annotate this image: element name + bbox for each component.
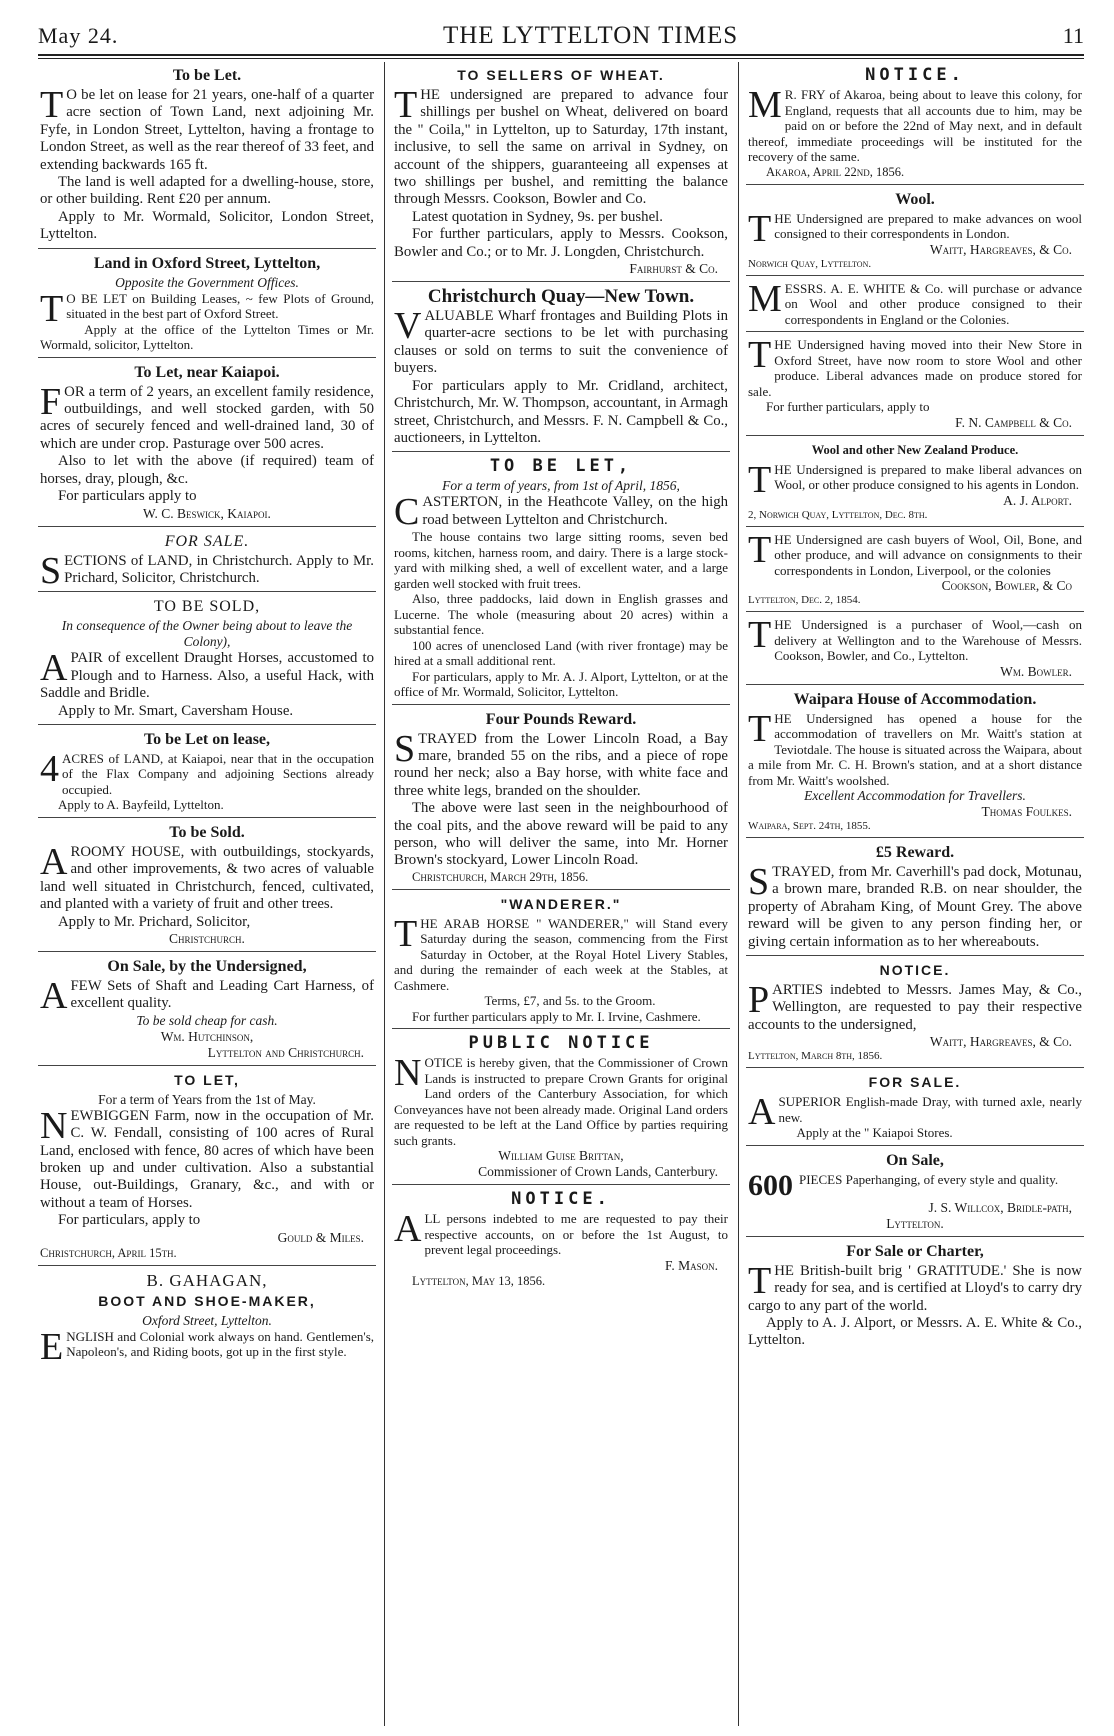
- advert-signature: Christchurch.: [169, 930, 245, 946]
- advert-body: Apply to Mr. Smart, Caversham House.: [58, 702, 294, 719]
- advert-heading: Waipara House of Accommodation.: [793, 690, 1037, 708]
- advert-waipara-house: [746, 690, 1084, 839]
- advert-body: THE Undersigned is prepared to make liberal advances on Wool, or other produce consigned to his agents in London.: [748, 458, 1082, 501]
- column-right: [746, 64, 1084, 1724]
- advert-heading: To be Sold.: [169, 823, 245, 841]
- advert-signature: Wm. Bowler.: [1000, 663, 1072, 679]
- advert-heading: To Let, near Kaiapoi.: [134, 363, 280, 381]
- advert-heading: For Sale or Charter,: [846, 1242, 984, 1260]
- advert-signature: Wm. Hutchinson,: [160, 1028, 254, 1044]
- advert-signature: Commissioner of Crown Lands, Canterbury.: [478, 1164, 718, 1180]
- advert-wool: [746, 190, 1084, 276]
- advert-body: The above were last seen in the neighbourhood of the coal pits, and the above reward will be paid to any person, who will deliver the same, into Mr. Horner Brown's stockyard, Lower Lincoln Road.: [394, 800, 728, 869]
- advert-casterton: [392, 457, 730, 704]
- advert-harness-sale: [38, 957, 376, 1066]
- masthead-rule-thin: [38, 58, 1084, 59]
- advert-public-notice: [392, 1034, 730, 1185]
- page-number: 11: [1062, 23, 1084, 48]
- advert-heading: To be Let on lease,: [143, 730, 271, 748]
- advert-subheading: For a term of Years from the 1st of May.: [98, 1091, 316, 1107]
- advert-body: AFEW Sets of Shaft and Leading Cart Harness, of excellent quality.: [40, 974, 374, 1017]
- advert-heading: NOTICE.: [511, 1189, 611, 1210]
- advert-body: PIECES Paperhanging, of every style and quality.: [799, 1171, 1059, 1187]
- advert-date: Christchurch, April 15th.: [40, 1245, 177, 1260]
- advert-heading: Christchurch Quay—New Town.: [427, 286, 695, 308]
- quantity-figure: 600: [748, 1168, 793, 1202]
- advert-body: THE Undersigned having moved into their New Store in Oxford Street, have now room to store Wool and other produce. Liberal advances made on produce stored for sale.: [748, 334, 1082, 399]
- advert-date: Norwich Quay, Lyttelton.: [748, 257, 872, 270]
- advert-body: Apply at the " Kaiapoi Stores.: [796, 1125, 953, 1141]
- advert-subheading: Oxford Street, Lyttelton.: [142, 1312, 272, 1328]
- advert-sellers-of-wheat: [392, 66, 730, 282]
- advert-subheading: Excellent Accommodation for Travellers.: [804, 788, 1026, 803]
- advert-signature: Lyttelton and Christchurch.: [207, 1044, 364, 1060]
- advert-signature: F. Mason.: [664, 1257, 718, 1273]
- advert-heading: NOTICE.: [879, 962, 951, 979]
- advert-body: SECTIONS of LAND, in Christchurch. Apply to Mr. Prichard, Solicitor, Christchurch.: [40, 549, 374, 592]
- advert-body: THE Undersigned is a purchaser of Wool,—cash on delivery at Wellington and to the Warehouse of Messrs. Cookson, Bowler, and Co., Lyttelton.: [748, 614, 1082, 663]
- advert-body: FOR a term of 2 years, an excellent family residence, outbuildings, and well stocked garden, with 50 acres of securely fenced and well-drained land, 30 of which are under crop. Pasturage over 500 acres.: [40, 380, 374, 452]
- advert-body: NOTICE is hereby given, that the Commissioner of Crown Lands is instructed to prepare Crown Grants for original Land orders of the Canterbury Association, for which Conveyances have not been already made. Original Land orders are requested to be left at the Land Office by parties requiring such grants.: [394, 1052, 728, 1148]
- advert-body: For further particulars apply to Mr. I. Irvine, Cashmere.: [412, 1008, 701, 1024]
- advert-heading: BOOT AND SHOE-MAKER,: [98, 1292, 316, 1309]
- advert-body: Latest quotation in Sydney, 9s. per bushel.: [412, 208, 663, 225]
- advert-body: Terms, £7, and 5s. to the Groom.: [484, 993, 656, 1009]
- advert-date: 2, Norwich Quay, Lyttelton, Dec. 8th.: [748, 508, 928, 521]
- advert-body: MR. FRY of Akaroa, being about to leave this colony, for England, requests that all accounts due to him, may be paid on or before the 22nd of May next, and in default thereof, immediate proceedings will be instituted for the recovery of the same.: [748, 84, 1082, 164]
- advert-body: Apply to Mr. Wormald, Solicitor, London Street, Lyttelton.: [40, 208, 374, 243]
- advert-heading: On Sale,: [886, 1151, 944, 1169]
- advert-boot-maker: [38, 1270, 376, 1368]
- advert-signature: Waitt, Hargreaves, & Co.: [929, 241, 1072, 257]
- advert-subheading: For a term of years, from 1st of April, 1856,: [442, 478, 680, 494]
- advert-subheading: Opposite the Government Offices.: [115, 274, 299, 290]
- advert-body: ENGLISH and Colonial work always on hand. Gentlemen's, Napoleon's, and Riding boots, got up in the first style.: [40, 1325, 374, 1368]
- advert-signature: Fairhurst & Co.: [629, 261, 718, 277]
- masthead: [38, 18, 1084, 54]
- advert-body: THE undersigned are prepared to advance four shillings per bushel on Wheat, delivered on board the " Coila," in Lyttelton, up to Saturday, 17th instant, inclusive, to sell the same on arrival in Sydney, on account of the shippers, guaranteeing all expenses at two shillings per bushel, and remitting the balance through Messrs. Cookson, Bowler and Co.: [394, 84, 728, 208]
- advert-heading: TO LET,: [174, 1071, 240, 1088]
- advert-date: Christchurch, March 29th, 1856.: [412, 869, 589, 884]
- advert-subheading: To be sold cheap for cash.: [136, 1012, 278, 1028]
- advert-body: ALL persons indebted to me are requested to pay their respective accounts, on or before the 1st August, to prevent legal proceedings.: [394, 1208, 728, 1258]
- advert-date: Waipara, Sept. 24th, 1855.: [748, 820, 871, 832]
- advert-signature: Lyttelton.: [886, 1215, 944, 1231]
- advert-heading: To be Let.: [172, 67, 242, 84]
- column-middle: [392, 64, 730, 1724]
- advert-heading: "WANDERER.": [500, 895, 622, 912]
- advert-body: STRAYED from the Lower Lincoln Road, a Bay mare, branded 55 on the ribs, and a piece of rope round her neck; also a Bay horse, with white face and three white legs, branded on the shoulder.: [394, 727, 728, 799]
- advert-five-pound-reward: [746, 843, 1084, 956]
- advert-to-be-let-london-street: [38, 66, 376, 249]
- advert-white-co: [746, 277, 1084, 333]
- advert-heading: TO BE SOLD,: [153, 598, 261, 616]
- advert-heading: FOR SALE.: [868, 1074, 962, 1091]
- advert-heading: PUBLIC NOTICE: [468, 1033, 654, 1054]
- advert-wool-purchaser: [746, 614, 1084, 685]
- advert-near-kaiapoi: [38, 363, 376, 527]
- advert-notice-fry: [746, 66, 1084, 185]
- advert-signature: J. S. Willcox, Bridle-path,: [928, 1199, 1072, 1215]
- advert-signature: Cookson, Bowler, & Co: [941, 578, 1072, 593]
- advert-newbiggen-farm: [38, 1071, 376, 1266]
- advert-notice-mason: [392, 1190, 730, 1293]
- advert-body: For particulars, apply to Mr. A. J. Alport, Lyttelton, or at the office of Mr. Wormald, Solicitor, Lyttelton.: [394, 668, 728, 700]
- advert-body: Apply to A. J. Alport, or Messrs. A. E. White & Co., Lyttelton.: [748, 1314, 1082, 1349]
- advert-body: ASUPERIOR English-made Dray, with turned axle, nearly new.: [748, 1091, 1082, 1134]
- advert-date: Lyttelton, Dec. 2, 1854.: [748, 594, 861, 606]
- advert-body: THE British-built brig ' GRATITUDE.' She is now ready for sea, and is certified at Lloyd's to carry dry cargo to any part of the world.: [748, 1259, 1082, 1314]
- advert-body: Apply to A. Bayfeild, Lyttelton.: [58, 797, 224, 813]
- advert-heading: B. GAHAGAN,: [146, 1270, 268, 1290]
- advert-nz-produce: [746, 441, 1084, 527]
- advert-body: AROOMY HOUSE, with outbuildings, stockyards, and other improvements, & two acres of valuable land well situated in Christchurch, fenced, cultivated, and planted with a variety of fruit and other trees.: [40, 840, 374, 913]
- advert-signature: F. N. Campbell & Co.: [955, 414, 1072, 430]
- advert-heading: NOTICE.: [865, 65, 965, 85]
- advert-body: PARTIES indebted to Messrs. James May, & Co., Wellington, are requested to pay their respective accounts to the undersigned,: [748, 979, 1082, 1033]
- advert-body: NEWBIGGEN Farm, now in the occupation of Mr. C. W. Fendall, consisting of 100 acres of Rural Land, enclosed with fence, 80 acres of which have been broken up and under cultivation. Also a substantial House, out-Buildings, Granary, &c., and with or without a team of Horses.: [40, 1104, 374, 1211]
- advert-body: Apply to Mr. Prichard, Solicitor,: [58, 913, 251, 930]
- advert-body: The land is well adapted for a dwelling-house, store, or other building. Rent £20 per annum.: [40, 174, 374, 208]
- advert-body: VALUABLE Wharf frontages and Building Plots in quarter-acre sections to be let with purchasing clauses or sold on terms to suit the convenience of buyers.: [394, 305, 728, 377]
- advert-oxford-street: [38, 254, 376, 358]
- advert-heading: FOR SALE.: [164, 532, 250, 550]
- advert-body: For particulars apply to: [58, 488, 197, 505]
- advert-wanderer: [392, 895, 730, 1030]
- advert-heading: Four Pounds Reward.: [485, 710, 637, 728]
- advert-heading: TO BE LET,: [489, 456, 633, 477]
- advert-brig-gratitude: [746, 1242, 1084, 1354]
- advert-body: TO be let on lease for 21 years, one-half of a quarter acre section of Town Land, next adjoining Mr. Fyfe, in London Street, Lyttelton, having a frontage to London Street, as well as the rear thereof of 33 feet, and extending backwards 165 ft.: [40, 84, 374, 173]
- advert-body: APAIR of excellent Draught Horses, accustomed to Plough and to Harness. Also, a useful Hack, with Saddle and Bridle.: [40, 647, 374, 702]
- advert-body: CASTERTON, in the Heathcote Valley, on the high road between Lyttelton and Christchurch.: [394, 491, 728, 534]
- advert-paperhanging: [746, 1151, 1084, 1237]
- advert-body: Also to let with the above (if required) team of horses, dray, plough, &c.: [40, 453, 374, 487]
- advert-heading: Wool and other New Zealand Produce.: [811, 442, 1019, 457]
- advert-subheading: In consequence of the Owner being about to leave the Colony),: [61, 618, 353, 650]
- advert-date: Akaroa, April 22nd, 1856.: [766, 164, 905, 179]
- advert-signature: Gould & Miles.: [277, 1229, 364, 1245]
- newspaper-title: THE LYTTELTON TIMES: [442, 22, 739, 49]
- advert-cash-buyers: [746, 528, 1084, 613]
- advert-heading: £5 Reward.: [875, 844, 955, 861]
- advert-let-on-lease: [38, 730, 376, 818]
- advert-heading: Wool.: [895, 190, 935, 208]
- advert-body: THE ARAB HORSE " WANDERER," will Stand every Saturday during the season, commencing from the First Saturday in October, at the Royal Hotel Livery Stables, and during the remainder of each week at the Stables, at Cashmere.: [394, 912, 728, 993]
- advert-body: For further particulars, apply to Messrs. Cookson, Bowler and Co.; or to Mr. J. Longden, Christchurch.: [394, 226, 728, 260]
- advert-body: Also, three paddocks, laid down in English grasses and Lucerne. The whole (measuring about 20 acres) within a substantial fence.: [394, 591, 728, 638]
- advert-body: For particulars apply to Mr. Cridland, architect, Christchurch, Mr. W. Thompson, accountant, in Armagh street, Christchurch, and Messrs. F. N. Campbell & Co., auctioneers, in Lyttelton.: [394, 377, 728, 446]
- advert-signature: W. C. Beswick, Kaiapoi.: [143, 505, 271, 521]
- advert-body: For further particulars, apply to: [766, 399, 930, 414]
- advert-signature: A. J. Alport.: [1003, 492, 1072, 508]
- advert-body: TO BE LET on Building Leases, ~ few Plots of Ground, situated in the best part of Oxford Street.: [40, 287, 374, 330]
- advert-date: Lyttelton, May 13, 1856.: [412, 1273, 546, 1288]
- advert-heading: Land in Oxford Street, Lyttelton,: [93, 254, 321, 272]
- advert-roomy-house: [38, 823, 376, 952]
- advert-new-store: [746, 334, 1084, 436]
- advert-body: 4ACRES of LAND, at Kaiapoi, near that in the occupation of the Flax Company and adjoining Sections already occupied.: [40, 747, 374, 797]
- advert-dray-sale: [746, 1073, 1084, 1146]
- column-left: [38, 64, 376, 1724]
- advert-signature: Thomas Foulkes.: [981, 804, 1072, 819]
- masthead-rule: [38, 54, 1084, 56]
- advert-body: MESSRS. A. E. WHITE & Co. will purchase or advance on Wool and other produce consigned to their correspondents in England or the Colonies.: [748, 277, 1082, 327]
- column-divider: [384, 62, 385, 1726]
- issue-date: May 24.: [38, 23, 119, 48]
- advert-body: THE Undersigned has opened a house for the accommodation of travellers on Mr. Waitt's station at Teviotdale. The house is situated across the Waipara, about a mile from Mr. C. H. Brown's station, and at a short distance from Mr. Waitt's woolshed.: [748, 707, 1082, 788]
- advert-body: THE Undersigned are prepared to make advances on wool consigned to their correspondents in London.: [748, 207, 1082, 250]
- advert-four-pounds-reward: [392, 710, 730, 890]
- advert-notice-may: [746, 961, 1084, 1068]
- advert-signature: Waitt, Hargreaves, & Co.: [929, 1034, 1072, 1050]
- advert-heading: TO SELLERS OF WHEAT.: [457, 67, 665, 83]
- advert-body: 100 acres of unenclosed Land (with river frontage) may be hired at a small additional rent.: [394, 637, 728, 669]
- advert-body: STRAYED, from Mr. Caverhill's pad dock, Motunau, a brown mare, branded R.B. on near shoulder, the property of Abraham King, of Mount Grey. The above reward will be given to any person finding her, or giving certain information as to her whereabouts.: [748, 861, 1082, 950]
- advert-body: Apply at the office of the Lyttelton Times or Mr. Wormald, solicitor, Lyttelton.: [40, 321, 374, 353]
- advert-body: For particulars, apply to: [58, 1212, 201, 1229]
- advert-body: The house contains two large sitting rooms, seven bed rooms, kitchen, harness room, and dairy. There is a large stock-yard with milking shed, a well of excellent water, and a large garden well stocked with fruit trees.: [394, 529, 728, 591]
- advert-body: THE Undersigned are cash buyers of Wool, Oil, Bone, and other produce, and will advance on consignments to their correspondents in London, Liverpool, or the colonies: [748, 528, 1082, 578]
- advert-christchurch-quay: [392, 287, 730, 452]
- advert-for-sale-sections: [38, 532, 376, 593]
- column-divider: [738, 62, 739, 1726]
- advert-date: Lyttelton, March 8th, 1856.: [748, 1050, 883, 1063]
- advert-to-be-sold-horses: [38, 597, 376, 725]
- advert-heading: On Sale, by the Undersigned,: [107, 957, 307, 975]
- advert-signature: William Guise Brittan,: [498, 1148, 624, 1164]
